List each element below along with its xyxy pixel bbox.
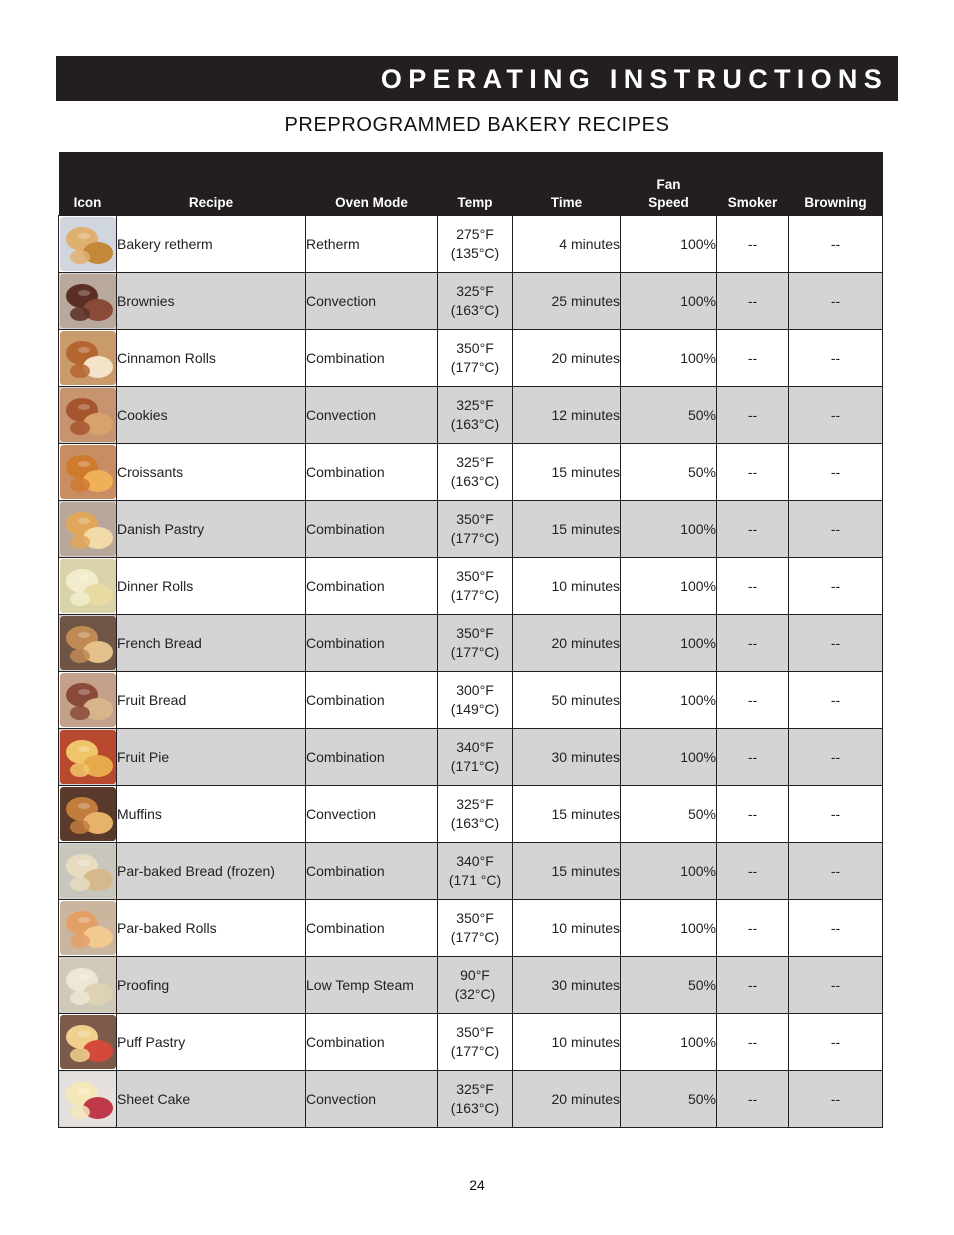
banner-title: OPERATING INSTRUCTIONS <box>380 64 888 94</box>
table-row <box>59 957 883 1014</box>
recipe-name: Bakery retherm <box>117 216 306 273</box>
temperature <box>438 957 513 1014</box>
temp-celsius: (177°C) <box>450 530 500 546</box>
browning-setting: -- <box>789 501 883 558</box>
sheet-cake-icon <box>59 1072 116 1126</box>
temp-fahrenheit: 350°F <box>456 910 494 926</box>
cookies-icon <box>59 388 116 442</box>
browning-setting: -- <box>789 558 883 615</box>
table-row <box>59 786 883 843</box>
temp-celsius: (163°C) <box>450 416 500 432</box>
fan-speed: 100% <box>621 672 717 729</box>
browning-setting: -- <box>789 672 883 729</box>
recipe-name: Dinner Rolls <box>117 558 306 615</box>
table-row <box>59 843 883 900</box>
temp-celsius: (163°C) <box>450 815 500 831</box>
icon-cell <box>59 957 117 1014</box>
icon-cell <box>59 216 117 273</box>
temp-celsius: (177°C) <box>450 587 500 603</box>
header-oven-mode: Oven Mode <box>306 152 438 216</box>
table-row <box>59 900 883 957</box>
table-row <box>59 558 883 615</box>
header-fan-speed-line1: Fan <box>656 177 681 192</box>
smoker-setting: -- <box>717 615 789 672</box>
oven-mode: Combination <box>306 900 438 957</box>
fruit-pie-icon <box>59 730 116 784</box>
cook-time: 30 minutes <box>513 729 621 786</box>
proofing-dough-icon <box>59 958 116 1012</box>
page-title: PREPROGRAMMED BAKERY RECIPES <box>284 114 670 136</box>
browning-setting: -- <box>789 1014 883 1071</box>
table-row <box>59 216 883 273</box>
header-temp: Temp <box>438 152 513 216</box>
smoker-setting: -- <box>717 1014 789 1071</box>
french-bread-icon <box>59 616 116 670</box>
dinner-rolls-icon <box>59 559 116 613</box>
temp-fahrenheit: 350°F <box>456 511 494 527</box>
icon-cell <box>59 729 117 786</box>
browning-setting: -- <box>789 444 883 501</box>
recipe-name: French Bread <box>117 615 306 672</box>
header-recipe: Recipe <box>117 152 306 216</box>
cinnamon-rolls-icon <box>59 331 116 385</box>
cook-time: 25 minutes <box>513 273 621 330</box>
temperature <box>438 216 513 273</box>
smoker-setting: -- <box>717 843 789 900</box>
icon-cell <box>59 843 117 900</box>
header-smoker: Smoker <box>717 152 789 216</box>
frozen-bread-icon <box>59 844 116 898</box>
recipe-name: Puff Pastry <box>117 1014 306 1071</box>
smoker-setting: -- <box>717 1071 789 1128</box>
temp-fahrenheit: 300°F <box>456 682 494 698</box>
temp-celsius: (171°C) <box>450 758 500 774</box>
cook-time: 15 minutes <box>513 501 621 558</box>
temperature <box>438 729 513 786</box>
table-row <box>59 444 883 501</box>
oven-mode: Combination <box>306 330 438 387</box>
fan-speed: 100% <box>621 330 717 387</box>
temp-fahrenheit: 340°F <box>456 853 494 869</box>
table-row <box>59 1014 883 1071</box>
temp-celsius: (163°C) <box>450 1100 500 1116</box>
temp-celsius: (163°C) <box>450 473 500 489</box>
icon-cell <box>59 672 117 729</box>
fan-speed: 100% <box>621 615 717 672</box>
fruit-bread-icon <box>59 673 116 727</box>
header-browning: Browning <box>789 152 883 216</box>
cook-time: 20 minutes <box>513 1071 621 1128</box>
header-fan-speed <box>621 152 717 216</box>
icon-cell <box>59 900 117 957</box>
cook-time: 4 minutes <box>513 216 621 273</box>
fan-speed: 100% <box>621 216 717 273</box>
browning-setting: -- <box>789 957 883 1014</box>
cook-time: 15 minutes <box>513 444 621 501</box>
table-row <box>59 729 883 786</box>
smoker-setting: -- <box>717 900 789 957</box>
oven-mode: Combination <box>306 729 438 786</box>
temp-fahrenheit: 350°F <box>456 340 494 356</box>
browning-setting: -- <box>789 786 883 843</box>
temperature <box>438 615 513 672</box>
smoker-setting: -- <box>717 672 789 729</box>
recipe-name: Muffins <box>117 786 306 843</box>
temperature <box>438 273 513 330</box>
browning-setting: -- <box>789 900 883 957</box>
cook-time: 20 minutes <box>513 330 621 387</box>
fan-speed: 50% <box>621 444 717 501</box>
recipe-name: Danish Pastry <box>117 501 306 558</box>
fan-speed: 100% <box>621 1014 717 1071</box>
table-row <box>59 330 883 387</box>
fan-speed: 50% <box>621 957 717 1014</box>
icon-cell <box>59 615 117 672</box>
icon-cell <box>59 387 117 444</box>
smoker-setting: -- <box>717 273 789 330</box>
smoker-setting: -- <box>717 216 789 273</box>
temp-fahrenheit: 325°F <box>456 397 494 413</box>
oven-mode: Combination <box>306 501 438 558</box>
smoker-setting: -- <box>717 957 789 1014</box>
cook-time: 10 minutes <box>513 1014 621 1071</box>
oven-mode: Combination <box>306 672 438 729</box>
browning-setting: -- <box>789 387 883 444</box>
fan-speed: 100% <box>621 843 717 900</box>
cook-time: 10 minutes <box>513 900 621 957</box>
temperature <box>438 1071 513 1128</box>
puff-pastry-icon <box>59 1015 116 1069</box>
recipe-name: Fruit Pie <box>117 729 306 786</box>
temperature <box>438 672 513 729</box>
cook-time: 50 minutes <box>513 672 621 729</box>
recipe-name: Par-baked Rolls <box>117 900 306 957</box>
browning-setting: -- <box>789 273 883 330</box>
danish-pastry-icon <box>59 502 116 556</box>
temperature <box>438 387 513 444</box>
page-number: 24 <box>469 1177 485 1193</box>
icon-cell <box>59 786 117 843</box>
smoker-setting: -- <box>717 786 789 843</box>
temperature <box>438 786 513 843</box>
browning-setting: -- <box>789 216 883 273</box>
header-fan-speed-line2: Speed <box>648 195 689 210</box>
header-icon: Icon <box>59 152 117 216</box>
browning-setting: -- <box>789 615 883 672</box>
temperature <box>438 900 513 957</box>
oven-mode: Retherm <box>306 216 438 273</box>
cook-time: 10 minutes <box>513 558 621 615</box>
oven-mode: Combination <box>306 444 438 501</box>
table-row <box>59 615 883 672</box>
recipe-name: Croissants <box>117 444 306 501</box>
browning-setting: -- <box>789 843 883 900</box>
oven-mode: Convection <box>306 387 438 444</box>
recipe-name: Sheet Cake <box>117 1071 306 1128</box>
header-time: Time <box>513 152 621 216</box>
cook-time: 15 minutes <box>513 786 621 843</box>
oven-mode: Combination <box>306 1014 438 1071</box>
temperature <box>438 1014 513 1071</box>
section-banner <box>56 56 898 101</box>
temperature <box>438 501 513 558</box>
temp-celsius: (32°C) <box>454 986 496 1002</box>
recipe-name: Fruit Bread <box>117 672 306 729</box>
smoker-setting: -- <box>717 729 789 786</box>
oven-mode: Convection <box>306 273 438 330</box>
table-row <box>59 501 883 558</box>
muffins-icon <box>59 787 116 841</box>
temperature <box>438 330 513 387</box>
fan-speed: 100% <box>621 501 717 558</box>
oven-mode: Combination <box>306 843 438 900</box>
recipe-name: Cookies <box>117 387 306 444</box>
table-header-row <box>59 152 883 216</box>
oven-mode: Convection <box>306 1071 438 1128</box>
temp-fahrenheit: 350°F <box>456 568 494 584</box>
table-row <box>59 387 883 444</box>
icon-cell <box>59 273 117 330</box>
temp-celsius: (163°C) <box>450 302 500 318</box>
recipes-table <box>58 152 883 1128</box>
temp-celsius: (149°C) <box>450 701 500 717</box>
table-row <box>59 273 883 330</box>
oven-mode: Low Temp Steam <box>306 957 438 1014</box>
smoker-setting: -- <box>717 330 789 387</box>
temp-celsius: (171 °C) <box>448 872 502 888</box>
fan-speed: 100% <box>621 900 717 957</box>
browning-setting: -- <box>789 1071 883 1128</box>
recipe-name: Par-baked Bread (frozen) <box>117 843 306 900</box>
oven-mode: Convection <box>306 786 438 843</box>
fan-speed: 100% <box>621 558 717 615</box>
recipe-name: Brownies <box>117 273 306 330</box>
temp-celsius: (177°C) <box>450 1043 500 1059</box>
icon-cell <box>59 1014 117 1071</box>
temp-fahrenheit: 350°F <box>456 1024 494 1040</box>
temp-fahrenheit: 325°F <box>456 796 494 812</box>
browning-setting: -- <box>789 729 883 786</box>
fan-speed: 50% <box>621 1071 717 1128</box>
smoker-setting: -- <box>717 387 789 444</box>
icon-cell <box>59 444 117 501</box>
temp-celsius: (177°C) <box>450 929 500 945</box>
fan-speed: 100% <box>621 729 717 786</box>
temperature <box>438 558 513 615</box>
par-baked-rolls-icon <box>59 901 116 955</box>
browning-setting: -- <box>789 330 883 387</box>
temp-fahrenheit: 325°F <box>456 454 494 470</box>
recipe-name: Cinnamon Rolls <box>117 330 306 387</box>
smoker-setting: -- <box>717 501 789 558</box>
icon-cell <box>59 501 117 558</box>
fan-speed: 100% <box>621 273 717 330</box>
table-row <box>59 1071 883 1128</box>
brownies-icon <box>59 274 116 328</box>
temp-celsius: (135°C) <box>450 245 500 261</box>
temp-fahrenheit: 275°F <box>456 226 494 242</box>
oven-mode: Combination <box>306 615 438 672</box>
bread-roll-icon <box>59 217 116 271</box>
oven-mode: Combination <box>306 558 438 615</box>
recipe-name: Proofing <box>117 957 306 1014</box>
table-row <box>59 672 883 729</box>
temp-fahrenheit: 325°F <box>456 1081 494 1097</box>
fan-speed: 50% <box>621 786 717 843</box>
icon-cell <box>59 1071 117 1128</box>
smoker-setting: -- <box>717 558 789 615</box>
cook-time: 15 minutes <box>513 843 621 900</box>
temp-fahrenheit: 340°F <box>456 739 494 755</box>
cook-time: 20 minutes <box>513 615 621 672</box>
temp-celsius: (177°C) <box>450 644 500 660</box>
cook-time: 12 minutes <box>513 387 621 444</box>
icon-cell <box>59 330 117 387</box>
croissant-icon <box>59 445 116 499</box>
temp-fahrenheit: 325°F <box>456 283 494 299</box>
smoker-setting: -- <box>717 444 789 501</box>
temperature <box>438 444 513 501</box>
temp-fahrenheit: 90°F <box>460 967 490 983</box>
icon-cell <box>59 558 117 615</box>
temp-celsius: (177°C) <box>450 359 500 375</box>
temperature <box>438 843 513 900</box>
fan-speed: 50% <box>621 387 717 444</box>
temp-fahrenheit: 350°F <box>456 625 494 641</box>
cook-time: 30 minutes <box>513 957 621 1014</box>
